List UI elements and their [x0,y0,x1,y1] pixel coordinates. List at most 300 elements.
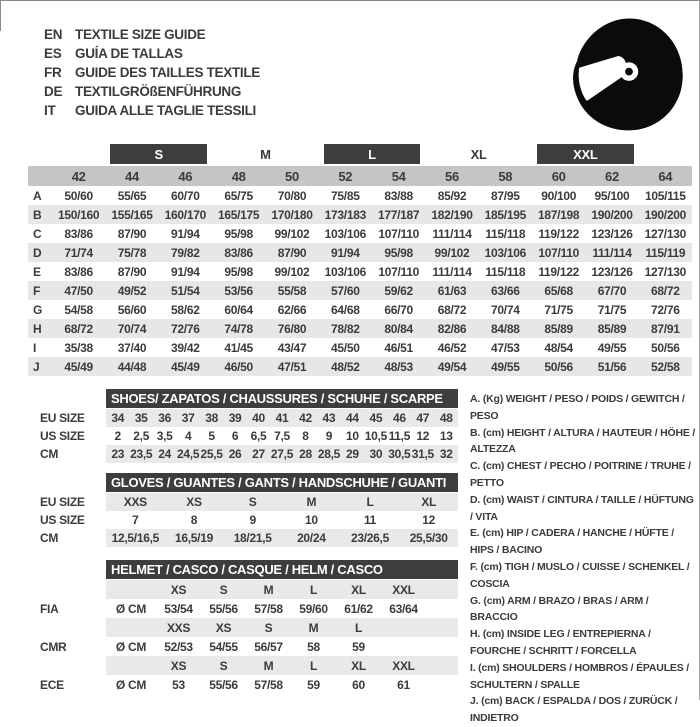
size-cell: 85/89 [544,321,573,336]
gloves-section-header: GLOVES / GUANTES / GANTS / HANDSCHUHE / GUANTI [106,473,458,492]
spacer [40,618,106,637]
column-header: 42 [71,168,86,184]
size-cell: 119/122 [538,226,579,241]
shoe-size-cell: 24,5 [177,447,200,461]
spacer [40,473,106,493]
size-cell: 95/98 [224,264,253,279]
shoe-size-cell: 45 [369,411,383,425]
table-row-i [28,338,692,357]
shoe-size-cell: 43 [322,411,336,425]
table-row-f [28,281,692,300]
row-label-ece: ECE [40,677,64,692]
column-header: 48 [231,168,246,184]
diameter-label: Ø CM [115,677,147,692]
shoe-size-cell: 26 [228,447,242,461]
helmet-fia-sizes-row [106,580,458,599]
size-cell: 83/86 [224,245,253,260]
size-group-xxl: XXL [537,144,634,164]
size-cell: 67/70 [597,283,627,298]
row-label-cm: CM [40,531,59,545]
helmet-cmr-sizes-row [106,618,458,637]
shoe-size-cell: 10,5 [364,429,387,443]
shoe-size-cell: 28,5 [317,447,340,461]
table-row-a [28,186,692,205]
shoe-size-cell: 23,5 [130,447,153,461]
size-cell: 111/114 [432,226,472,241]
shoe-size-cell: 25,5 [200,447,223,461]
table-row-g [28,300,692,319]
size-cell: 115/119 [645,245,686,260]
helmet-size-cell: XXL [392,582,415,597]
shoe-size-cell: 31,5 [411,447,434,461]
size-cell: 41/45 [224,340,253,355]
size-cell: 39/42 [171,340,200,355]
size-cell: 87/95 [491,188,520,203]
shoe-size-cell: 24 [158,447,172,461]
size-cell: 85/92 [437,188,467,203]
size-cell: 80/84 [384,321,413,336]
glove-size-cell: 16,5/19 [175,531,213,545]
helmet-cm-cell: 55/56 [209,677,238,692]
helmet-size-cell: XS [170,582,187,597]
size-cell: 70/74 [491,302,520,317]
glove-size-cell: XXS [123,495,147,509]
helmet-size-cell: XS [170,658,187,673]
size-cell: 68/72 [437,302,467,317]
legend-item: B. (cm) HEIGHT / ALTURA / HAUTEUR / HÖHE / ALTEZZA [470,426,696,456]
size-cell: 48/52 [331,359,360,374]
shoe-size-cell: 9 [325,429,333,443]
size-cell: 52/58 [651,359,680,374]
size-cell: 107/110 [378,264,419,279]
size-cell: 63/66 [491,283,520,298]
row-letter: I [33,340,37,355]
column-header: 52 [338,168,353,184]
helmet-cm-cell: 63/64 [389,601,418,616]
legend-item: A. (Kg) WEIGHT / PESO / POIDS / GEWITCH / PESO [470,393,685,422]
helmet-size-cell: M [263,582,274,597]
row-letter: B [33,207,42,222]
size-group-l: L [324,144,421,164]
row-label-eu-size: EU SIZE [40,411,85,425]
helmet-size-cell: S [219,582,228,597]
size-cell: 95/98 [384,245,413,260]
shoe-size-cell: 29 [346,447,359,461]
column-header: 56 [445,168,459,184]
size-cell: 55/65 [117,188,147,203]
helmet-size-cell: L [354,620,363,635]
size-cell: 91/94 [331,245,360,260]
size-cell: 99/102 [434,245,470,260]
helmet-cm-cell: 59 [352,639,365,654]
size-cell: 66/70 [384,302,413,317]
size-cell: 111/114 [592,245,632,260]
column-header: 60 [551,168,566,184]
helmet-cm-cell: 57/58 [254,677,283,692]
shoe-size-cell: 38 [205,411,218,425]
shoe-size-cell: 32 [439,447,453,461]
glove-size-cell: 12 [422,513,436,527]
column-header: 44 [125,168,139,184]
size-cell: 64/68 [331,302,360,317]
size-cell: 68/72 [64,321,93,336]
helmet-cm-cell: 59/60 [299,601,328,616]
size-cell: 55/58 [277,283,307,298]
language-row [44,44,260,63]
shoe-size-cell: 44 [346,411,359,425]
size-cell: 155/165 [111,207,153,222]
size-cell: 51/56 [597,359,627,374]
size-cell: 160/170 [164,207,206,222]
row-letter: G [33,302,43,317]
size-cell: 173/183 [324,207,366,222]
shoe-size-cell: 40 [252,411,265,425]
size-cell: 87/91 [651,321,680,336]
helmet-size-cell: L [309,582,318,597]
helmet-cm-cell: 59 [307,677,320,692]
glove-size-cell: 23/26,5 [351,531,389,545]
size-cell: 61/63 [437,283,467,298]
shoe-size-cell: 30,5 [388,447,411,461]
language-code: FR [44,65,62,80]
row-label-us-size: US SIZE [40,513,85,527]
size-cell: 35/38 [64,340,93,355]
size-cell: 68/72 [651,283,680,298]
size-cell: 187/198 [538,207,580,222]
shoe-size-cell: 23 [111,447,125,461]
row-letter: J [33,359,40,374]
size-cell: 90/100 [541,188,577,203]
size-cell: 43/47 [277,340,307,355]
size-cell: 65/68 [544,283,573,298]
size-cell: 165/175 [218,207,260,222]
size-cell: 76/80 [277,321,307,336]
shoe-size-cell: 42 [299,411,312,425]
measurement-legend [470,391,698,727]
glove-size-cell: M [306,495,317,509]
shoe-size-cell: 46 [392,411,406,425]
table-row-b [28,205,692,224]
helmet-cmr-values-row [106,637,458,656]
size-cell: 107/110 [378,226,419,241]
size-cell: 74/78 [224,321,253,336]
size-cell: 49/55 [597,340,627,355]
spacer [40,560,106,580]
column-header: 54 [391,168,406,184]
size-cell: 50/56 [544,359,573,374]
glove-size-cell: 10 [304,513,318,527]
size-cell: 49/52 [117,283,147,298]
shoe-size-cell: 6 [231,429,239,443]
shoes-section-header: SHOES/ ZAPATOS / CHAUSSURES / SCHUHE / SCARPE [106,389,458,408]
size-cell: 111/114 [432,264,472,279]
helmet-size-cell: XL [351,658,366,673]
gloves-cm-row [106,529,458,547]
row-letter: C [33,226,42,241]
helmet-cm-cell: 53 [172,677,185,692]
glove-size-cell: 9 [249,513,256,527]
language-title: GUÍA DE TALLAS [75,46,183,61]
size-cell: 127/130 [644,264,686,279]
size-cell: 70/80 [277,188,307,203]
size-cell: 71/74 [64,245,93,260]
shoe-size-cell: 48 [439,411,453,425]
shoe-size-cell: 27,5 [270,447,294,461]
racing-helmet-icon [563,15,691,137]
glove-size-cell: 18/21,5 [233,531,272,545]
legend-item: D. (cm) WAIST / CINTURA / TAILLE / HÜFTUNG / VITA [470,493,694,523]
size-cell: 70/74 [117,321,147,336]
size-cell: 83/86 [64,264,93,279]
size-group-xl: XL [470,146,487,162]
row-label-eu-size: EU SIZE [40,495,85,509]
helmet-cm-cell: 58 [307,639,320,654]
row-letter: E [33,264,41,279]
size-cell: 84/88 [491,321,520,336]
shoe-size-cell: 47 [416,411,430,425]
shoe-size-cell: 2,5 [133,429,150,443]
size-cell: 79/82 [171,245,200,260]
legend-item: I. (cm) SHOULDERS / HOMBROS / ÉPAULES / SCHULTERN / SPALLE [470,661,689,691]
size-cell: 56/60 [117,302,147,317]
row-label-cmr: CMR [40,639,67,654]
size-cell: 177/187 [378,207,420,222]
size-cell: 51/54 [171,283,200,298]
helmet-size-cell: XS [215,620,232,635]
size-cell: 87/90 [117,226,147,241]
legend-item: F. (cm) TIGH / MUSLO / CUISSE / SCHENKEL / COSCIA [470,560,690,590]
language-title: GUIDE DES TAILLES TEXTILE [75,65,261,80]
shoe-size-cell: 10 [346,429,359,443]
language-code: IT [44,103,56,118]
helmet-size-cell: S [264,620,273,635]
helmet-cm-cell: 61/62 [344,601,373,616]
shoe-size-cell: 28 [299,447,312,461]
size-cell: 107/110 [538,245,579,260]
glove-size-cell: 20/24 [297,531,326,545]
helmet-table [40,560,460,694]
size-cell: 47/51 [277,359,307,374]
size-cell: 119/122 [538,264,579,279]
language-row [44,82,260,101]
row-label-cm: CM [40,447,59,461]
size-cell: 82/86 [437,321,467,336]
shoe-size-cell: 8 [302,429,309,443]
glove-size-cell: 8 [190,513,198,527]
shoe-size-cell: 11,5 [388,429,411,443]
shoe-size-cell: 30 [369,447,383,461]
size-cell: 45/49 [64,359,93,374]
shoe-size-cell: 35 [134,411,148,425]
helmet-cm-cell: 54/55 [209,639,238,654]
size-cell: 123/126 [591,226,633,241]
textile-size-table [28,143,692,376]
size-group-bar [28,143,692,165]
size-cell: 87/90 [117,264,147,279]
size-cell: 127/130 [644,226,686,241]
size-cell: 71/75 [597,302,627,317]
legend-item: J. (cm) BACK / ESPALDA / DOS / ZURÜCK / INDIETRO [470,695,678,725]
shoe-size-cell: 4 [184,429,192,443]
size-cell: 87/90 [277,245,307,260]
size-cell: 50/56 [651,340,680,355]
shoes-table [40,389,460,463]
language-code: ES [44,46,62,61]
language-title: TEXTILE SIZE GUIDE [75,27,206,42]
column-header-row [28,166,692,186]
shoe-size-cell: 39 [228,411,242,425]
glove-size-cell: S [248,495,257,509]
size-cell: 85/89 [597,321,627,336]
legend-item: H. (cm) INSIDE LEG / ENTREPIERNA / FOURCHE / SCHRITT / FORCELLA [470,628,651,657]
diameter-label: Ø CM [115,601,147,616]
size-cell: 46/50 [224,359,253,374]
row-label-us-size: US SIZE [40,429,85,443]
shoe-size-cell: 37 [181,411,195,425]
spacer [40,656,106,675]
size-cell: 58/62 [171,302,200,317]
size-cell: 53/56 [224,283,253,298]
glove-size-cell: L [366,495,374,509]
size-cell: 59/62 [384,283,413,298]
column-header: 62 [605,168,619,184]
language-row [44,63,260,82]
size-cell: 46/51 [384,340,413,355]
size-cell: 62/66 [277,302,307,317]
language-title: TEXTILGRÖßENFÜHRUNG [75,84,242,99]
shoe-size-cell: 5 [208,429,215,443]
size-cell: 99/102 [274,226,310,241]
helmet-size-cell: XXL [392,658,415,673]
glove-size-cell: XS [186,495,202,509]
spacer [40,580,106,599]
size-cell: 37/40 [117,340,147,355]
diameter-label: Ø CM [115,639,147,654]
glove-size-cell: 12,5/16,5 [111,531,159,545]
glove-size-cell: XL [421,495,437,509]
size-cell: 75/85 [331,188,360,203]
helmet-cm-cell: 60 [352,677,365,692]
helmet-cm-cell: 52/53 [164,639,193,654]
shoes-cm-row [106,445,458,463]
language-code: EN [44,27,63,42]
size-cell: 103/106 [324,264,366,279]
helmet-section-header: HELMET / CASCO / CASQUE / HELM / CASCO [106,560,458,579]
column-header: 50 [285,168,299,184]
size-cell: 48/53 [384,359,413,374]
helmet-size-cell: M [263,658,274,673]
shoes-us-row [106,427,458,445]
table-row-c [28,224,692,243]
glove-size-cell: 7 [132,513,139,527]
size-cell: 95/100 [594,188,630,203]
shoe-size-cell: 7,5 [274,429,290,443]
size-cell: 103/106 [324,226,366,241]
column-header: 58 [498,168,513,184]
size-cell: 45/50 [331,340,360,355]
size-cell: 99/102 [274,264,310,279]
shoe-size-cell: 13 [439,429,453,443]
legend-item: E. (cm) HIP / CADERA / HANCHE / HÜFTE / HIPS / BACINO [470,527,674,557]
shoe-size-cell: 27 [252,447,265,461]
size-group-s: S [110,144,207,164]
helmet-cm-cell: 56/57 [254,639,283,654]
table-row-h [28,319,692,338]
gloves-table [40,473,460,547]
size-cell: 46/52 [437,340,467,355]
size-cell: 95/98 [224,226,253,241]
size-cell: 185/195 [484,207,526,222]
size-cell: 65/75 [224,188,253,203]
helmet-ece-sizes-row [106,656,458,675]
row-letter: A [33,188,42,203]
shoe-size-cell: 12 [416,429,430,443]
size-cell: 91/94 [171,226,200,241]
helmet-size-cell: XXS [166,620,191,635]
size-cell: 123/126 [591,264,633,279]
gloves-eu-row [106,493,458,511]
gloves-us-row [106,511,458,529]
row-letter: H [33,321,42,336]
size-cell: 83/86 [64,226,93,241]
glove-size-cell: 25,5/30 [409,531,448,545]
size-cell: 50/60 [64,188,93,203]
size-cell: 190/200 [591,207,633,222]
legend-item: C. (cm) CHEST / PECHO / POITRINE / TRUHE / PETTO [470,460,691,489]
size-cell: 60/64 [224,302,253,317]
accessory-tables [40,389,460,694]
size-cell: 47/53 [491,340,520,355]
size-cell: 91/94 [171,264,200,279]
size-cell: 115/118 [485,226,526,241]
size-cell: 105/115 [645,188,686,203]
language-row [44,25,260,44]
size-cell: 75/78 [117,245,147,260]
helmet-size-cell: XL [351,582,366,597]
helmet-fia-values-row [106,599,458,618]
helmet-cm-cell: 61 [397,677,410,692]
legend-item: G. (cm) ARM / BRAZO / BRAS / ARM / BRACCIO [470,594,649,624]
helmet-size-cell: L [309,658,318,673]
shoe-size-cell: 34 [111,411,125,425]
row-letter: D [33,245,42,260]
size-cell: 83/88 [384,188,413,203]
size-cell: 48/54 [544,340,573,355]
helmet-cm-cell: 55/56 [209,601,238,616]
helmet-ece-values-row [106,675,458,694]
shoe-size-cell: 41 [275,411,289,425]
size-cell: 57/60 [331,283,360,298]
size-cell: 54/58 [64,302,93,317]
size-cell: 182/190 [431,207,473,222]
shoe-size-cell: 3,5 [156,429,173,443]
size-cell: 190/200 [644,207,686,222]
table-row-d [28,243,692,262]
helmet-size-cell: S [219,658,228,673]
language-title-block [44,25,260,120]
helmet-cm-cell: 53/54 [164,601,193,616]
size-cell: 47/50 [64,283,93,298]
table-row-e [28,262,692,281]
column-header: 64 [658,168,673,184]
size-cell: 49/54 [437,359,467,374]
column-header: 46 [178,168,193,184]
shoe-size-cell: 6,5 [250,429,267,443]
size-cell: 170/180 [271,207,313,222]
table-row-j [28,357,692,376]
size-cell: 72/76 [171,321,200,336]
spacer [40,389,106,409]
